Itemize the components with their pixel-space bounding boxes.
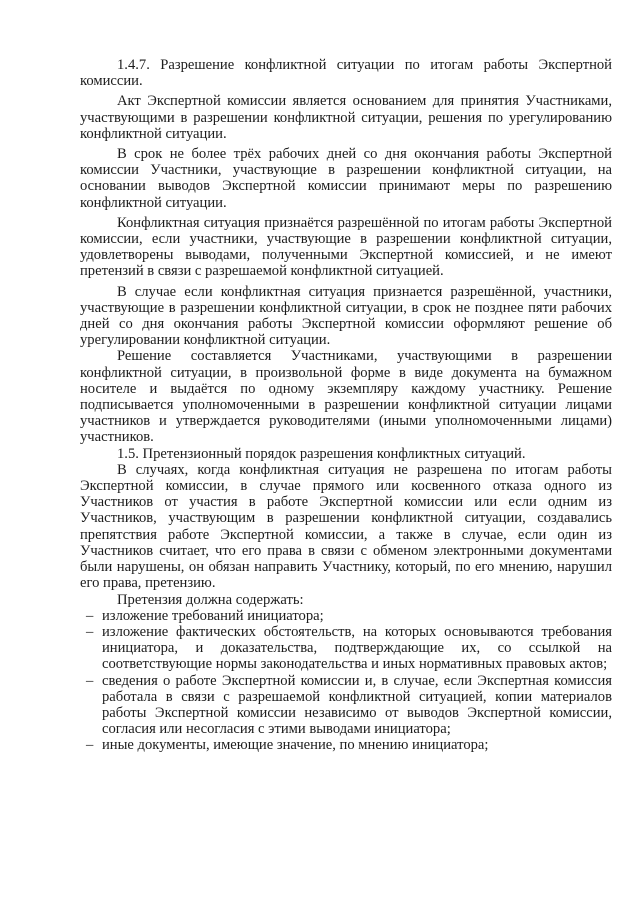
paragraph-act-basis: Акт Экспертной комиссии является основанием для принятия Участниками, участвующими в разрешении конфликтной ситуации, решения по урегулированию конфликтной ситуации. bbox=[80, 93, 612, 142]
section-heading-1-4-7: 1.4.7. Разрешение конфликтной ситуации по итогам работы Экспертной комиссии. bbox=[80, 57, 612, 90]
paragraph-decision-form: Решение составляется Участниками, участвующими в разрешении конфликтной ситуации, в произвольной форме в виде документа на бумажном носителе и выдаётся по одному экземпляру каждому участнику. Решение подписывается уполномоченными в разрешении конфликтной ситуации лицами участников и утверждается руководителями (иными уполномоченными лицами) участников. bbox=[80, 348, 612, 446]
list-item-text: изложение требований инициатора; bbox=[102, 607, 324, 624]
paragraph-three-days: В срок не более трёх рабочих дней со дня окончания работы Экспертной комиссии Участники, участвующие в разрешении конфликтной ситуации, на основании выводов Экспертной комиссии принимают меры по разрешению конфликтной ситуации. bbox=[80, 146, 612, 211]
list-item bbox=[80, 673, 612, 738]
list-item-text: иные документы, имеющие значение, по мнению инициатора; bbox=[102, 737, 489, 754]
list-item bbox=[80, 608, 612, 624]
list-item-text: изложение фактических обстоятельств, на которых основываются требования инициатора, и доказательства, подтверждающие их, со ссылкой на соответствующие нормы законодательства и иных нормативных правовых актов; bbox=[102, 623, 612, 673]
list-item bbox=[80, 624, 612, 673]
list-dash-marker: – bbox=[86, 737, 94, 754]
list-item-text: сведения о работе Экспертной комиссии и, в случае, если Экспертная комиссия работала в связи с разрешаемой конфликтной ситуацией, копии материалов работы Экспертной комиссии независимо от выводов Экспертной комиссии, согласия или несогласия с этими выводами инициатора; bbox=[102, 672, 612, 738]
claim-contents-list bbox=[80, 608, 612, 754]
paragraph-resolved-conditions: Конфликтная ситуация признаётся разрешённой по итогам работы Экспертной комиссии, если участники, участвующие в разрешении конфликтной ситуации, удовлетворены выводами, полученными Экспертной комиссией, и не имеют претензий в связи с разрешаемой конфликтной ситуацией. bbox=[80, 214, 612, 280]
list-dash-marker: – bbox=[86, 607, 94, 624]
paragraph-five-days: В случае если конфликтная ситуация признается разрешённой, участники, участвующие в разрешении конфликтной ситуации, в срок не позднее пяти рабочих дней со дня окончания работы Экспертной комиссии оформляют решение об урегулировании конфликтной ситуации. bbox=[80, 283, 612, 349]
list-dash-marker: – bbox=[86, 672, 94, 689]
section-heading-1-5: 1.5. Претензионный порядок разрешения конфликтных ситуаций. bbox=[117, 445, 526, 462]
list-item bbox=[80, 737, 612, 753]
paragraph-claim-procedure: В случаях, когда конфликтная ситуация не разрешена по итогам работы Экспертной комиссии, в случае прямого или косвенного отказа одного из Участников от участия в работе Экспертной комиссии или если одним из Участников, участвующим в разрешении конфликтной ситуации, создавались препятствия работе Экспертной комиссии, а также в случае, если один из Участников считает, что его права в связи с обменом электронными документами были нарушены, он обязан направить Участнику, который, по его мнению, нарушил его права, претензию. bbox=[80, 461, 612, 592]
list-dash-marker: – bbox=[86, 623, 94, 640]
claim-contents-intro: Претензия должна содержать: bbox=[117, 591, 304, 608]
